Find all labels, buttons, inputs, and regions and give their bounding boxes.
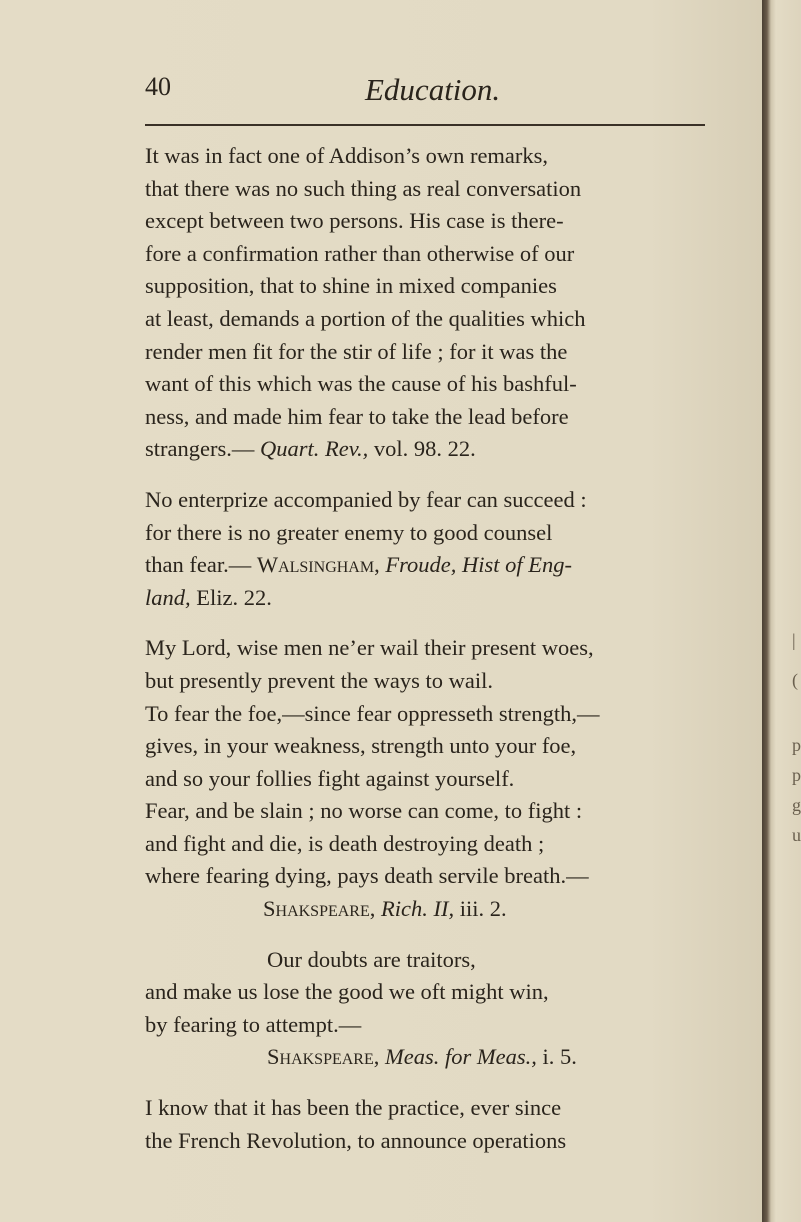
text-line: fore a confirmation rather than otherwise of our	[145, 240, 575, 266]
citation-line	[145, 1041, 715, 1074]
verse-line: and make us lose the good we oft might win,	[145, 979, 549, 1005]
running-title: Education.	[365, 72, 501, 107]
verse-line: Fear, and be slain ; no worse can come, to fight :	[145, 798, 583, 824]
verse-line: To fear the foe,—since fear oppresseth strength,—	[145, 700, 600, 726]
text-line: that there was no such thing as real conversation	[145, 175, 582, 201]
citation-lead: strangers.—	[145, 436, 260, 462]
text-line: ness, and made him fear to take the lead before	[145, 403, 569, 429]
verse-line: where fearing dying, pays death servile breath.—	[145, 863, 589, 889]
citation-author: Shakspeare,	[263, 896, 376, 922]
paragraph-walsingham	[145, 484, 715, 614]
text-line: supposition, that to shine in mixed companies	[145, 273, 557, 299]
citation-line	[145, 893, 715, 926]
text-line: render men fit for the stir of life ; for it was the	[145, 338, 568, 364]
paragraph-addison	[145, 140, 715, 466]
citation-reference: vol. 98. 22.	[368, 436, 476, 462]
verse-line: but presently prevent the ways to wail.	[145, 667, 494, 693]
citation-source: Meas. for Meas.,	[379, 1044, 537, 1070]
citation-source: Froude, Hist of Eng-	[379, 552, 572, 578]
text-line: for there is no greater enemy to good counsel	[145, 519, 553, 545]
header-rule	[145, 124, 705, 126]
body-text	[145, 140, 715, 1157]
paragraph-french-revolution	[145, 1092, 715, 1157]
text-line: It was in fact one of Addison’s own remarks,	[145, 143, 549, 168]
citation-line	[145, 549, 715, 582]
text-line: at least, demands a portion of the qualities which	[145, 305, 586, 331]
text-line: except between two persons. His case is there-	[145, 208, 564, 234]
text-line: the French Revolution, to announce operations	[145, 1127, 567, 1153]
citation-author: Walsingham,	[256, 552, 380, 578]
citation-line	[145, 582, 715, 615]
facing-page-edge: | ( p p g u	[762, 0, 800, 1222]
citation-line	[145, 433, 715, 466]
paragraph-richard-ii	[145, 632, 715, 925]
citation-reference: i. 5.	[536, 1044, 577, 1070]
verse-line: My Lord, wise men ne’er wail their present woes,	[145, 635, 594, 661]
verse-line: and so your follies fight against yourself.	[145, 765, 515, 791]
citation-source: Rich. II,	[375, 896, 455, 922]
text-line: want of this which was the cause of his bashful-	[145, 371, 577, 397]
verse-line: and fight and die, is death destroying death ;	[145, 830, 545, 856]
citation-reference: Eliz. 22.	[190, 584, 272, 610]
citation-reference: iii. 2.	[454, 896, 507, 922]
text-fragment: than fear.—	[145, 552, 257, 578]
page-header	[145, 72, 705, 112]
verse-line: by fearing to attempt.—	[145, 1011, 362, 1037]
citation-author: Shakspeare,	[267, 1044, 380, 1070]
page-number: 40	[145, 72, 171, 101]
paragraph-measure-for-measure	[145, 944, 715, 1074]
verse-line: gives, in your weakness, strength unto your foe,	[145, 733, 577, 759]
verse-line: Our doubts are traitors,	[267, 946, 476, 972]
text-line: No enterprize accompanied by fear can succeed :	[145, 486, 587, 512]
citation-source: land,	[145, 584, 191, 610]
citation-source: Quart. Rev.,	[259, 436, 369, 462]
text-line: I know that it has been the practice, ever since	[145, 1095, 562, 1121]
